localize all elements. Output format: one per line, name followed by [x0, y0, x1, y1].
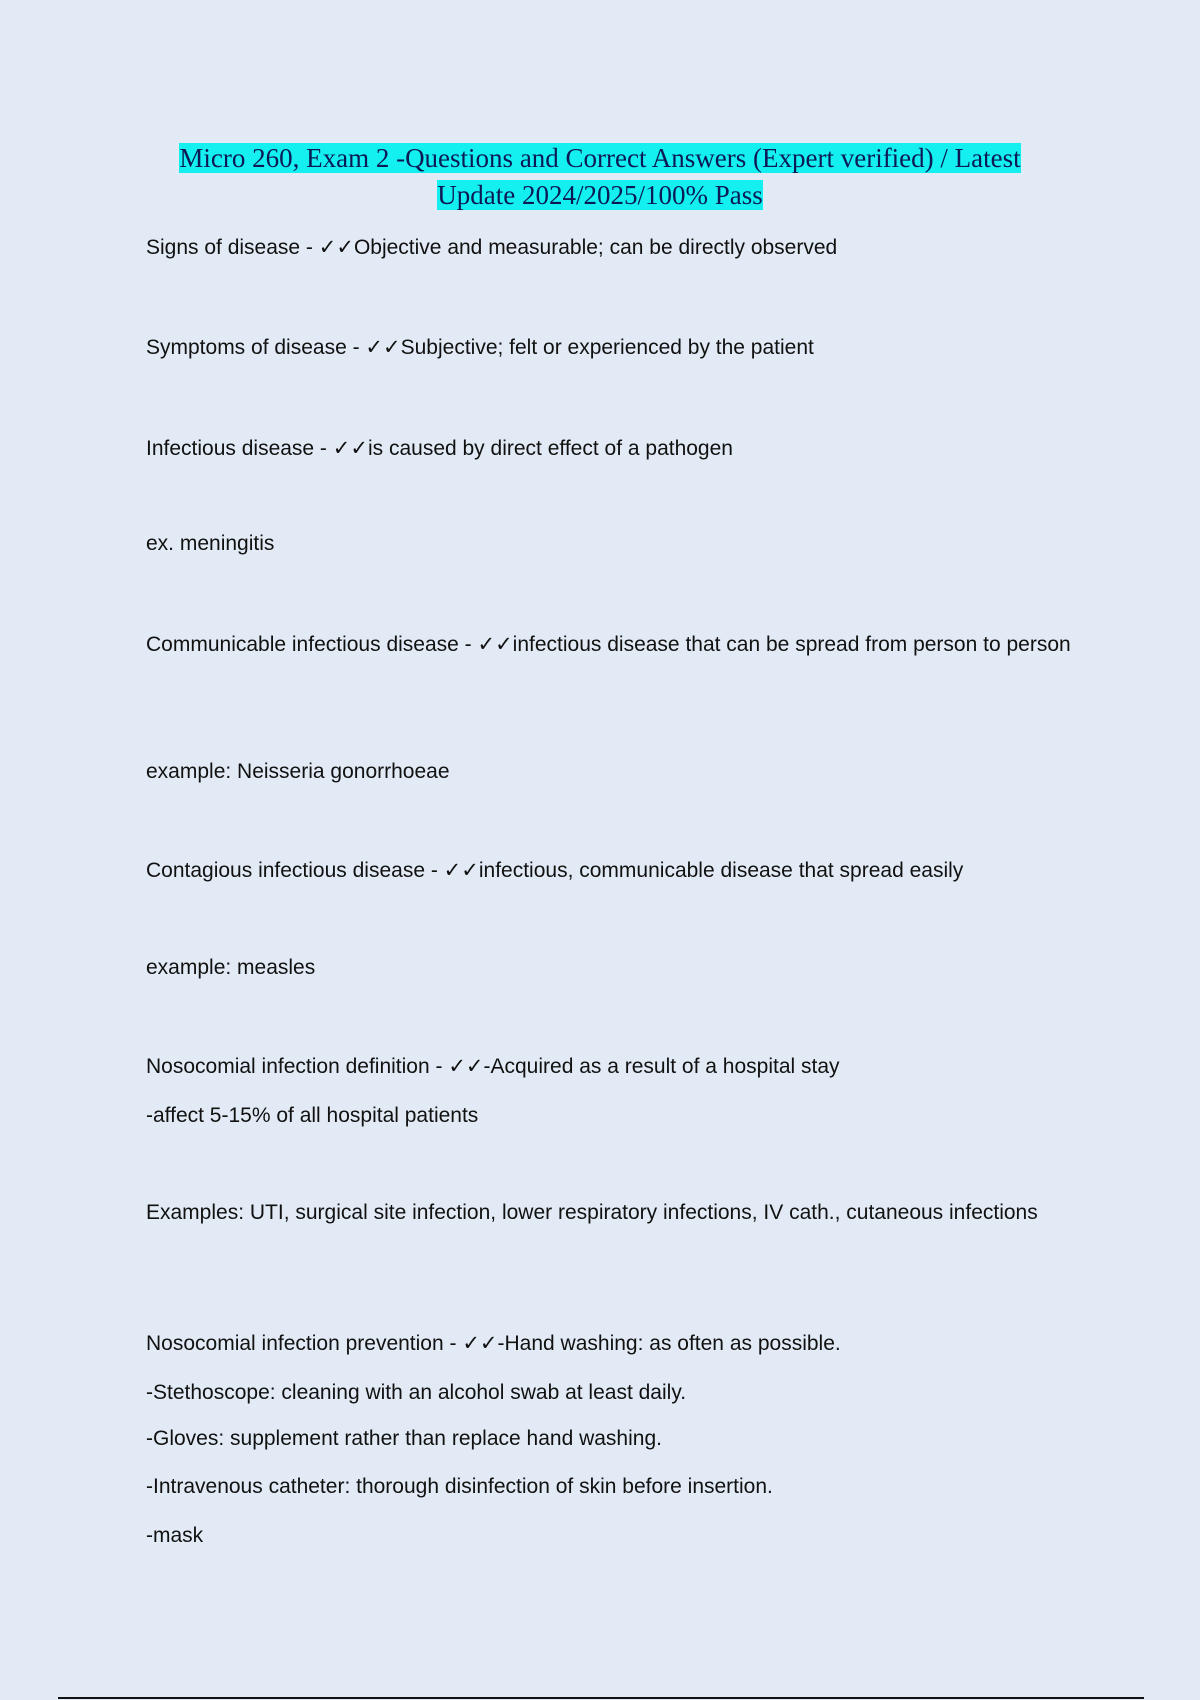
text-line-infectious: Infectious disease - ✓✓is caused by direct effect of a pathogen: [146, 437, 733, 460]
text-line-signs: Signs of disease - ✓✓Objective and measurable; can be directly observed: [146, 236, 838, 259]
text-line-prevention-handwashing: Nosocomial infection prevention - ✓✓-Hand washing: as often as possible.: [146, 1332, 841, 1355]
text-line-contagious: Contagious infectious disease - ✓✓infectious, communicable disease that spread easily: [146, 859, 964, 882]
text-line-prevention-gloves: -Gloves: supplement rather than replace hand washing.: [146, 1427, 662, 1450]
text-line-example-measles: example: measles: [146, 956, 316, 979]
title-line-1: Micro 260, Exam 2 -Questions and Correct Answers (Expert verified) / Latest: [179, 143, 1021, 173]
document-title: [120, 140, 1080, 214]
text-line-example-meningitis: ex. meningitis: [146, 532, 275, 555]
text-line-nosocomial-examples: Examples: UTI, surgical site infection, lower respiratory infections, IV cath., cutaneous infections: [146, 1201, 1038, 1224]
text-line-prevention-stethoscope: -Stethoscope: cleaning with an alcohol swab at least daily.: [146, 1381, 687, 1404]
text-line-prevention-catheter: -Intravenous catheter: thorough disinfection of skin before insertion.: [146, 1475, 773, 1498]
text-line-prevention-mask: -mask: [146, 1524, 204, 1547]
text-line-symptoms: Symptoms of disease - ✓✓Subjective; felt or experienced by the patient: [146, 336, 814, 359]
page-bottom-rule: [58, 1697, 1144, 1699]
text-line-example-neisseria: example: Neisseria gonorrhoeae: [146, 760, 450, 783]
text-line-nosocomial-affect: -affect 5-15% of all hospital patients: [146, 1104, 479, 1127]
text-line-communicable: Communicable infectious disease - ✓✓infectious disease that can be spread from person to person: [146, 633, 1071, 656]
title-line-2: Update 2024/2025/100% Pass: [437, 180, 763, 210]
text-line-nosocomial-definition: Nosocomial infection definition - ✓✓-Acquired as a result of a hospital stay: [146, 1055, 840, 1078]
